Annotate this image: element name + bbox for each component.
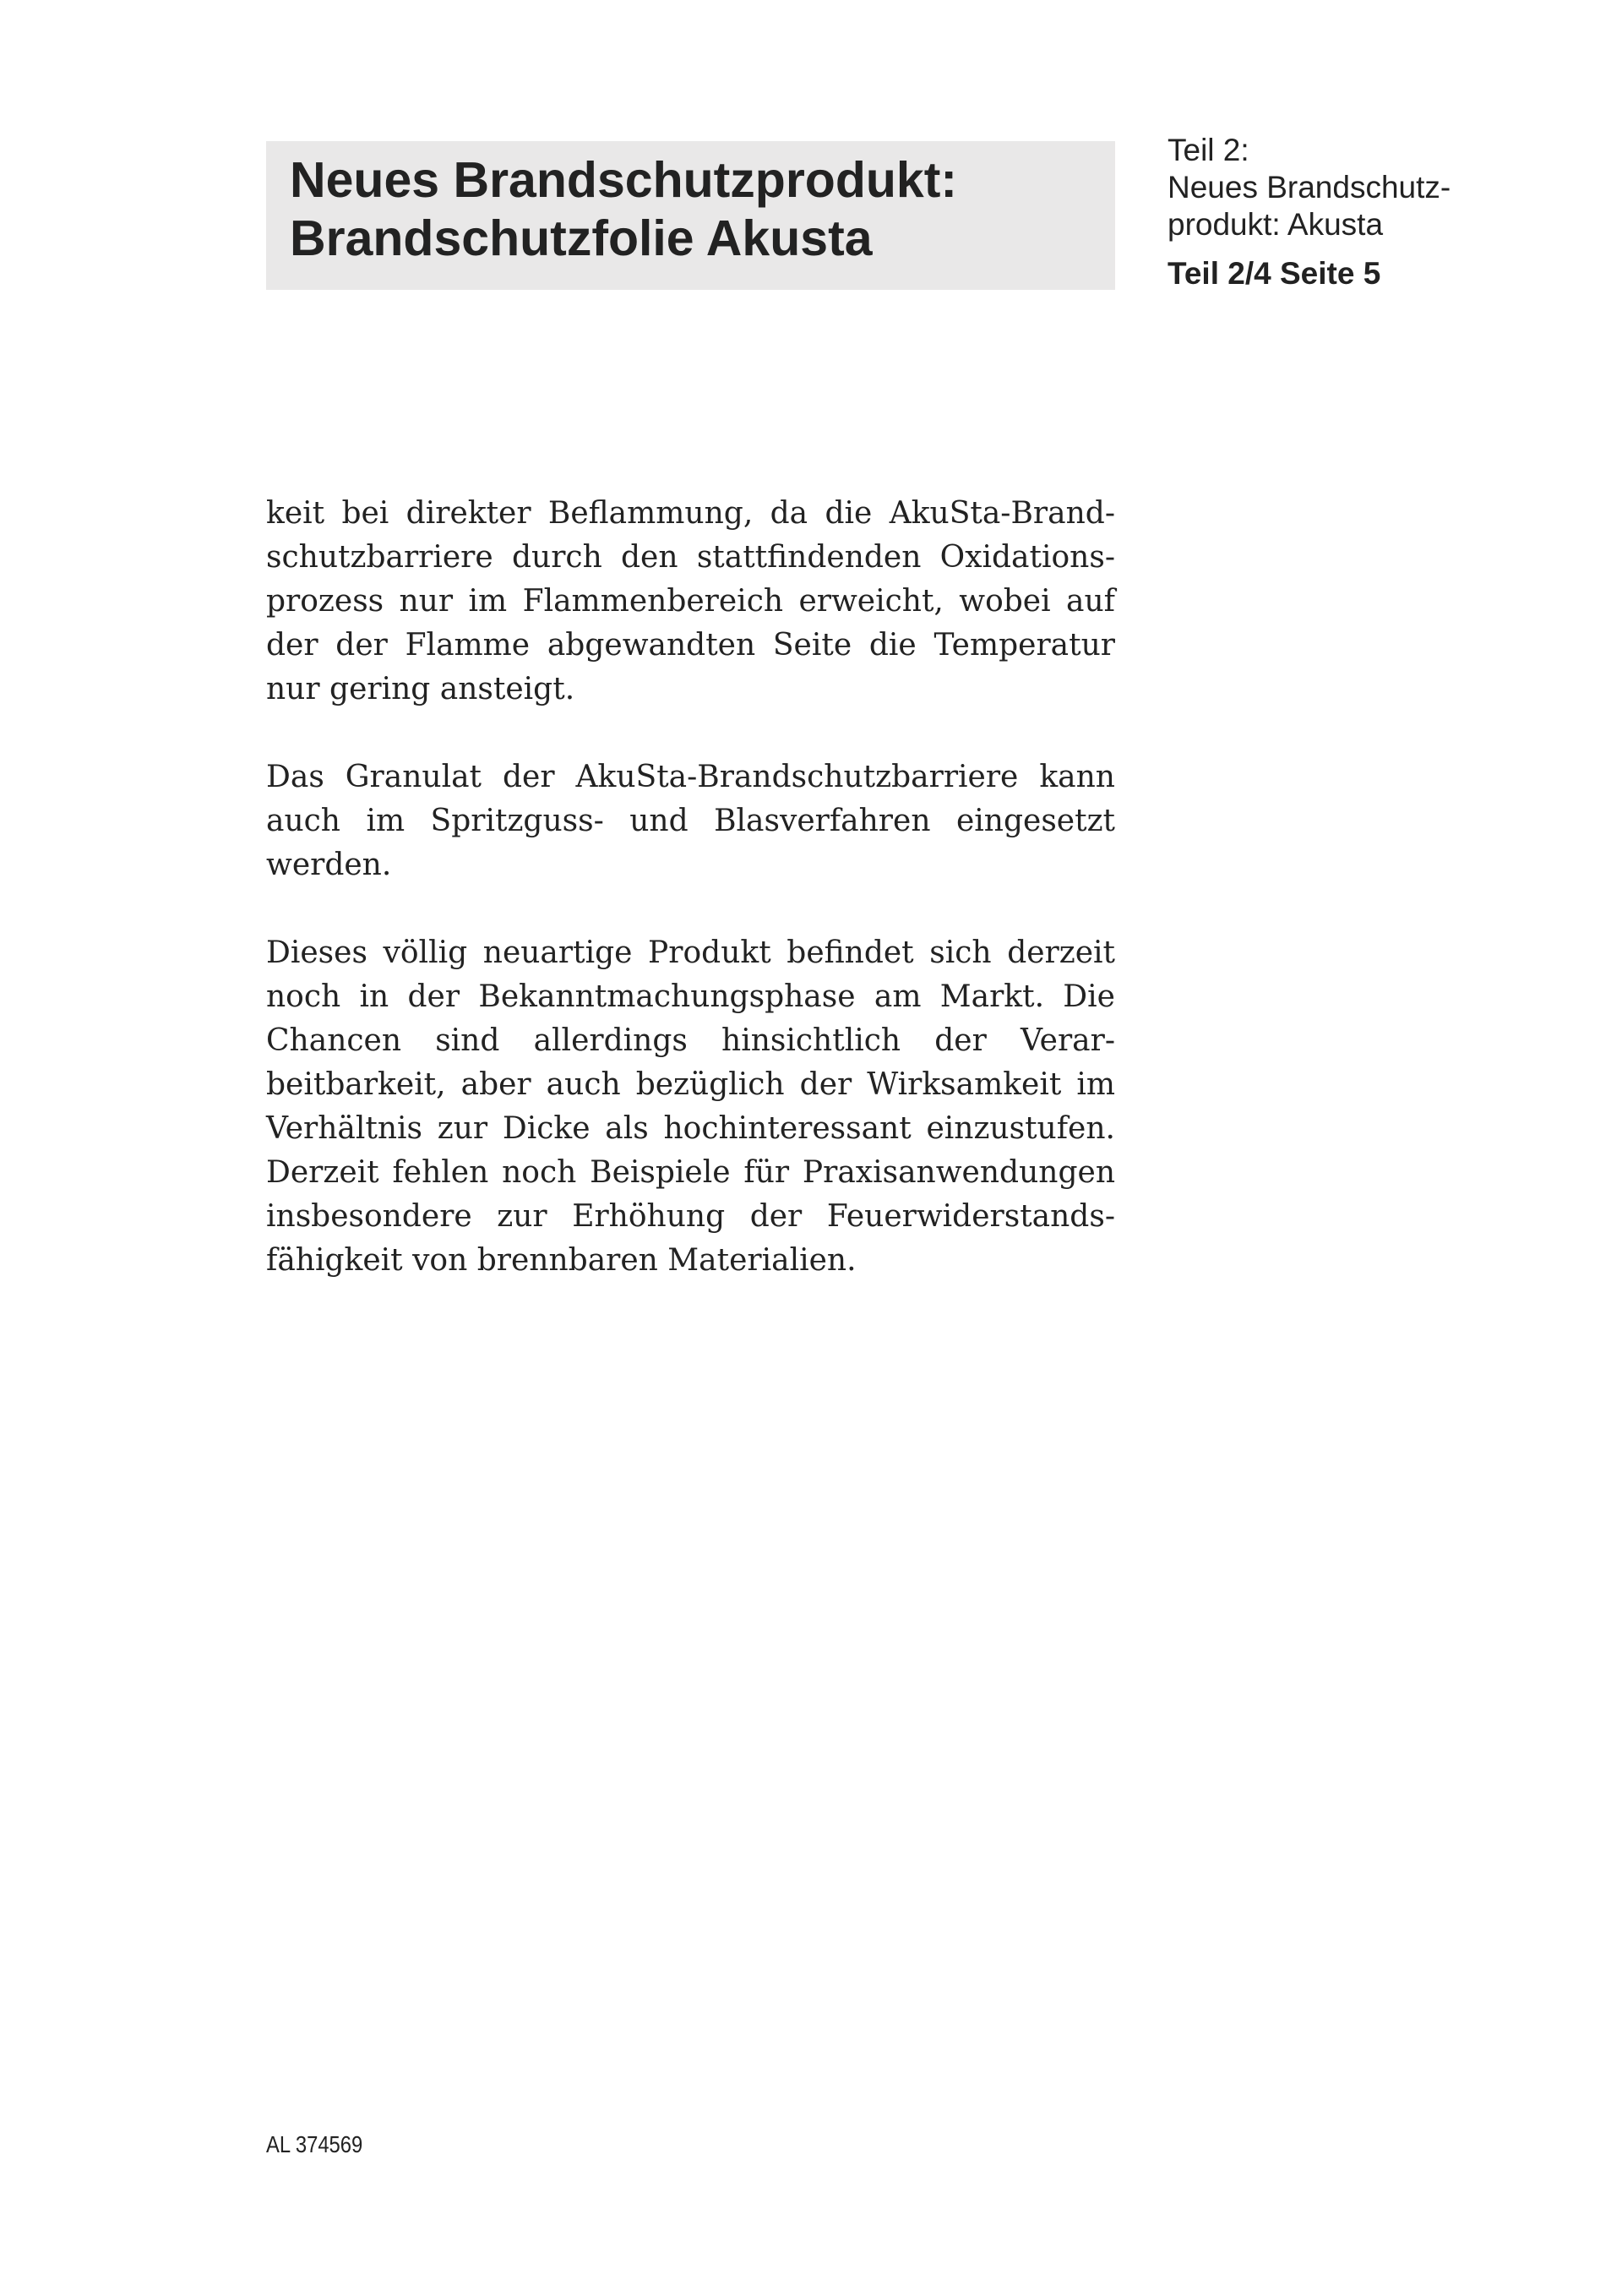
text-line: auch im Spritzguss- und Blasverfahren eingesetzt — [266, 804, 1115, 838]
text-line: Das Granulat der AkuSta-Brandschutzbarriere kann — [266, 760, 1115, 794]
text-line: werden. — [266, 848, 392, 882]
text-line: noch in der Bekanntmachungsphase am Markt. Die — [266, 979, 1115, 1014]
document-code: AL 374569 — [266, 2131, 363, 2157]
title-box — [266, 141, 1115, 290]
section-name-line-2: produkt: Akusta — [1168, 207, 1384, 242]
text-line: fähigkeit von brennbaren Materialien. — [266, 1243, 857, 1278]
text-line: Verhältnis zur Dicke als hochinteressant einzustufen. — [266, 1111, 1115, 1146]
section-label: Teil 2: — [1168, 133, 1249, 167]
paragraph-3 — [266, 931, 1115, 1283]
text-line: schutzbarriere durch den stattfindenden Oxidations- — [266, 540, 1115, 575]
text-line: prozess nur im Flammenbereich erweicht, wobei auf — [266, 584, 1115, 619]
text-line: insbesondere zur Erhöhung der Feuerwiderstands- — [266, 1199, 1115, 1234]
text-line: Derzeit fehlen noch Beispiele für Praxisanwendungen — [266, 1155, 1115, 1190]
body-text — [266, 492, 1115, 1327]
text-line: keit bei direkter Beflammung, da die AkuSta-Brand- — [266, 496, 1115, 531]
section-reference — [1168, 132, 1590, 292]
text-line: Dieses völlig neuartige Produkt befindet sich derzeit — [266, 935, 1115, 970]
text-line: nur gering ansteigt. — [266, 672, 575, 706]
page-reference: Teil 2/4 Seite 5 — [1168, 256, 1381, 291]
text-line: beitbarkeit, aber auch bezüglich der Wirksamkeit im — [266, 1067, 1115, 1102]
page-title-line-2: Brandschutzfolie Akusta — [290, 210, 873, 266]
paragraph-2 — [266, 755, 1115, 887]
text-line: Chancen sind allerdings hinsichtlich der Verar- — [266, 1023, 1115, 1058]
paragraph-1 — [266, 492, 1115, 712]
page-title-line-1: Neues Brandschutzprodukt: — [290, 152, 958, 208]
section-name-line-1: Neues Brandschutz- — [1168, 170, 1451, 205]
text-line: der der Flamme abgewandten Seite die Temperatur — [266, 628, 1115, 663]
